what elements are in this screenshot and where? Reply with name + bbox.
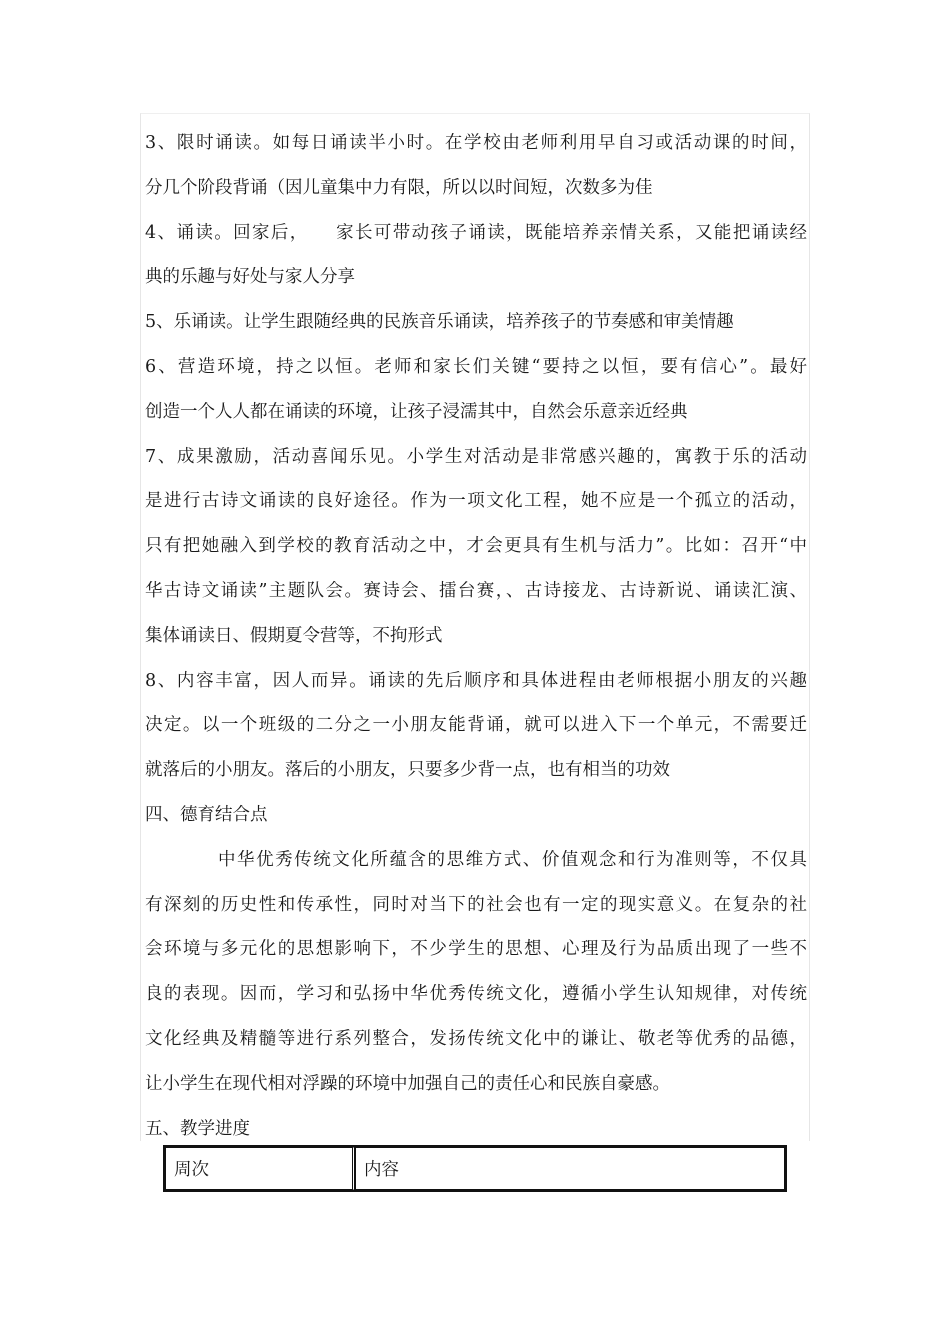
document-body — [145, 121, 807, 1151]
section-heading: 五、教学进度 — [145, 1118, 250, 1139]
paragraph-line: 有深刻的历史性和传承性，同时对当下的社会也有一定的现实意义。在复杂的社 — [145, 894, 807, 915]
paragraph-line: 5、乐诵读。让学生跟随经典的民族音乐诵读，培养孩子的节奏感和审美情趣 — [145, 312, 734, 333]
table-header-content: 内容 — [355, 1147, 785, 1190]
paragraph-line: 集体诵读日、假期夏令营等，不拘形式 — [145, 625, 443, 646]
table-header-row — [165, 1147, 785, 1190]
line-segment: 家长可带动孩子诵读，既能培养亲情关系，又能把诵读经 — [334, 222, 807, 243]
paragraph-line: 是进行古诗文诵读的良好途径。作为一项文化工程，她不应是一个孤立的活动， — [145, 491, 807, 512]
paragraph-line: 良的表现。因而，学习和弘扬中华优秀传统文化，遵循小学生认知规律，对传统 — [145, 984, 807, 1005]
paragraph-line: 就落后的小朋友。落后的小朋友，只要多少背一点，也有相当的功效 — [145, 760, 670, 781]
paragraph-line: 华古诗文诵读”主题队会。赛诗会、擂台赛，、古诗接龙、古诗新说、诵读汇演、 — [145, 580, 807, 601]
section-heading: 四、德育结合点 — [145, 804, 268, 825]
paragraph-line: 6、营造环境，持之以恒。老师和家长们关键“要持之以恒，要有信心”。最好 — [145, 356, 807, 377]
paragraph-line: 3、限时诵读。如每日诵读半小时。在学校由老师利用早自习或活动课的时间， — [145, 133, 807, 153]
paragraph-line: 会环境与多元化的思想影响下，不少学生的思想、心理及行为品质出现了一些不 — [145, 939, 807, 960]
paragraph-line: 分几个阶段背诵（因儿童集中力有限，所以以时间短，次数多为佳 — [145, 177, 653, 198]
paragraph-line: 文化经典及精髓等进行系列整合，发扬传统文化中的谦让、敬老等优秀的品德， — [145, 1028, 807, 1049]
paragraph-line: 只有把她融入到学校的教育活动之中，才会更具有生机与活力”。比如：召开“中 — [145, 536, 807, 557]
teaching-progress-table — [163, 1145, 787, 1192]
paragraph-line: 7、成果激励，活动喜闻乐见。小学生对活动是非常感兴趣的，寓教于乐的活动 — [145, 446, 807, 467]
paragraph-line: 创造一个人人都在诵读的环境，让孩子浸濡其中，自然会乐意亲近经典 — [145, 401, 688, 422]
paragraph-line — [145, 211, 807, 256]
paragraph-line: 典的乐趣与好处与家人分享 — [145, 267, 355, 288]
paragraph-line: 8、内容丰富，因人而异。诵读的先后顺序和具体进程由老师根据小朋友的兴趣 — [145, 670, 807, 691]
line-segment: 4、诵读。回家后， — [145, 222, 309, 243]
paragraph-line: 决定。以一个班级的二分之一小朋友能背诵，就可以进入下一个单元，不需要迁 — [145, 715, 807, 736]
paragraph-line: 中华优秀传统文化所蕴含的思维方式、价值观念和行为准则等，不仅具 — [218, 849, 807, 870]
paragraph-line: 让小学生在现代相对浮躁的环境中加强自己的责任心和民族自豪感。 — [145, 1073, 670, 1094]
table-header-week: 周次 — [165, 1147, 355, 1190]
